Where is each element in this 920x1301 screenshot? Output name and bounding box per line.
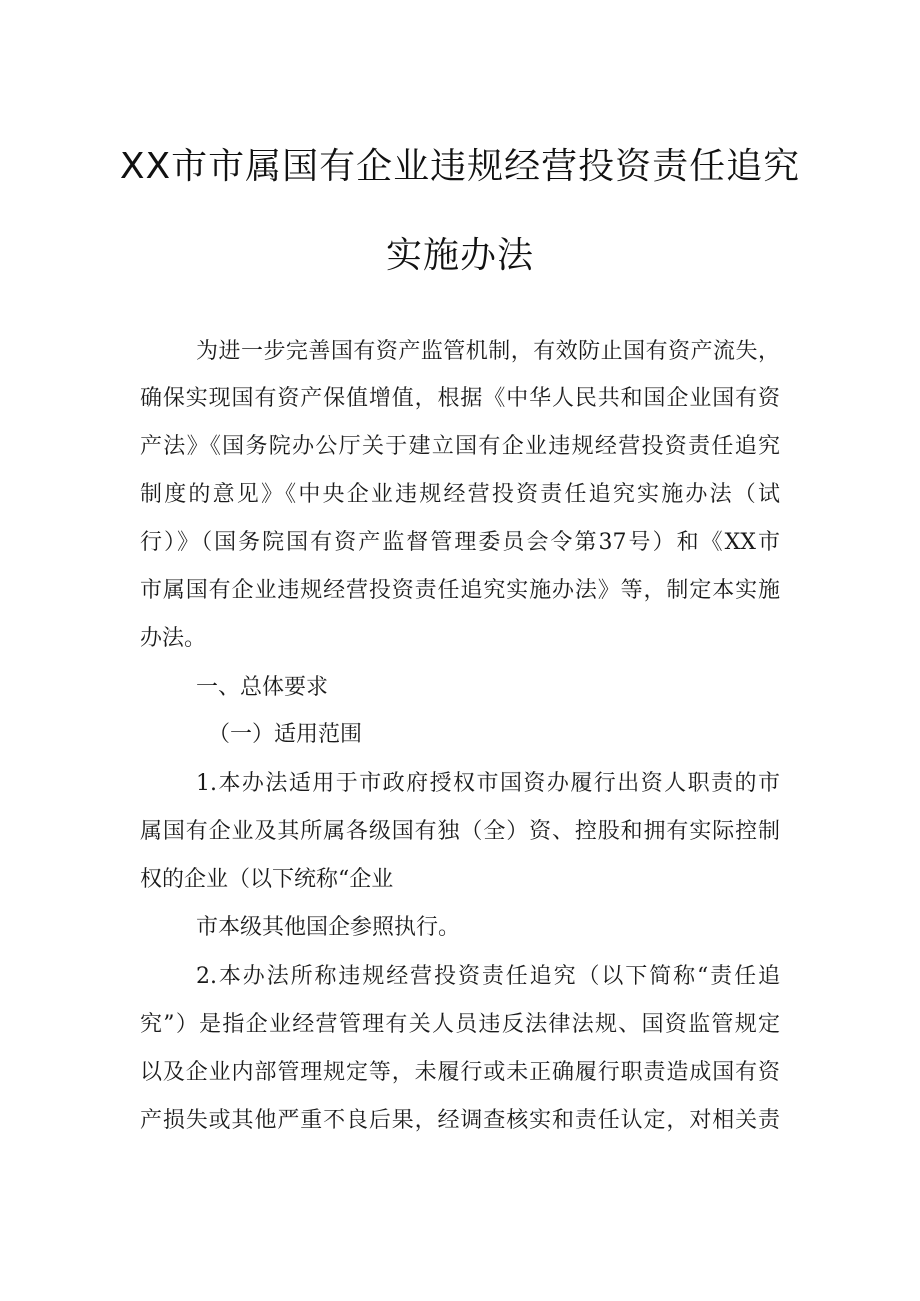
preamble-line: 办法。 xyxy=(140,626,207,651)
clause-2-line: 产损失或其他严重不良后果，经调查核实和责任认定，对相关责 xyxy=(140,1108,780,1133)
clause-2-line: 究”）是指企业经营管理有关人员违反法律法规、国资监管规定 xyxy=(140,1012,780,1037)
preamble-line: 市属国有企业违规经营投资责任追究实施办法》等，制定本实施 xyxy=(140,578,780,603)
clause-1-line: 属国有企业及其所属各级国有独（全）资、控股和拥有实际控制 xyxy=(140,819,780,844)
clause-1-line: 权的企业（以下统称“企业 xyxy=(140,867,394,892)
preamble-line: 确保实现国有资产保值增值，根据《中华人民共和国企业国有资 xyxy=(140,386,780,411)
clause-1-note: 市本级其他国企参照执行。 xyxy=(196,915,461,940)
document-title-line-2: 实施办法 xyxy=(385,235,534,276)
clause-1-line: 1.本办法适用于市政府授权市国资办履行出资人职责的市 xyxy=(196,771,780,796)
section-heading: 一、总体要求 xyxy=(196,675,329,700)
preamble-line: 为进一步完善国有资产监管机制，有效防止国有资产流失， xyxy=(196,339,780,364)
document-title-line-1: XX市市属国有企业违规经营投资责任追究 xyxy=(119,146,801,187)
preamble-line: 制度的意见》《中央企业违规经营投资责任追究实施办法（试 xyxy=(140,482,780,507)
preamble-line: 产法》《国务院办公厅关于建立国有企业违规经营投资责任追究 xyxy=(140,434,780,459)
clause-2-line: 2.本办法所称违规经营投资责任追究（以下简称“责任追 xyxy=(196,964,780,989)
subsection-heading: （一）适用范围 xyxy=(208,722,363,747)
clause-2-line: 以及企业内部管理规定等，未履行或未正确履行职责造成国有资 xyxy=(140,1060,780,1085)
preamble-line: 行）》（国务院国有资产监督管理委员会令第37号）和《XX市 xyxy=(140,530,780,555)
